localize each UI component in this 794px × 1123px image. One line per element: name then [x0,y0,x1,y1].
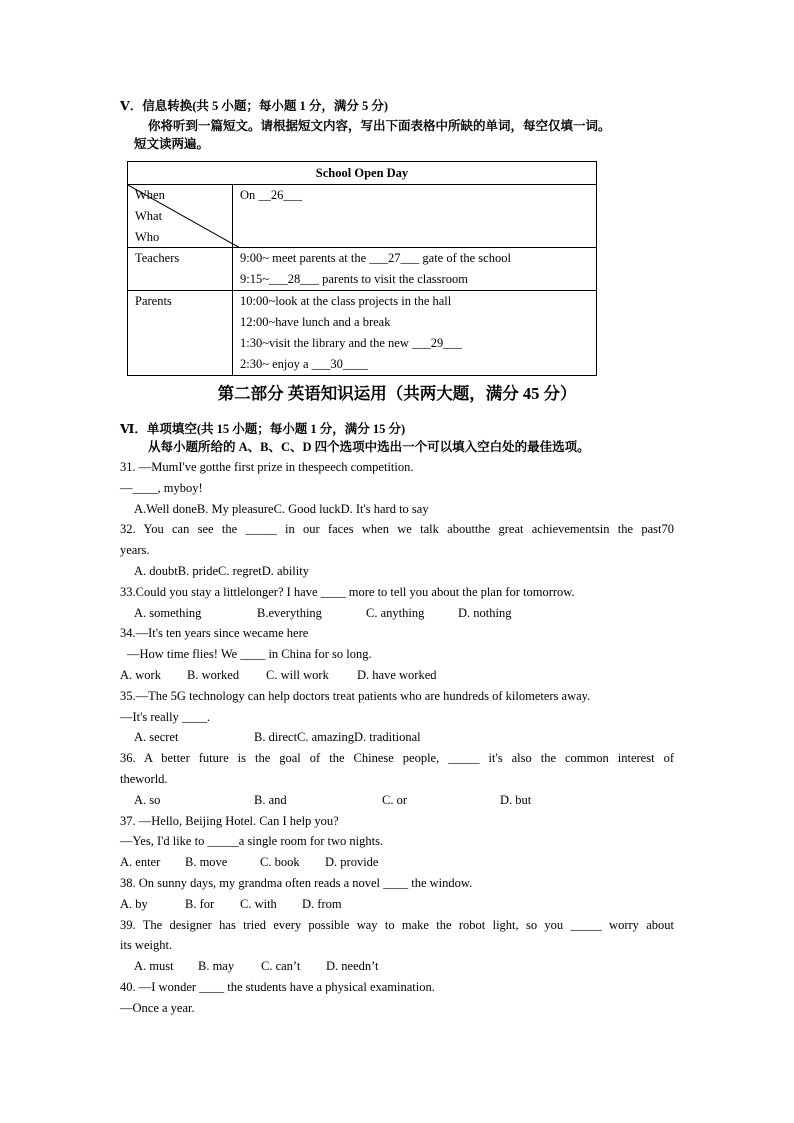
q34-stem: 34.—It's ten years since wecame here [120,626,309,640]
q36-option-a: A. so [134,793,161,807]
q32-stem-cont: years. [120,543,150,557]
section5-heading: Ⅴ．信息转换(共 5 小题；每小题 1 分，满分 5 分) [120,99,389,113]
q38-stem: 38. On sunny days, my grandma often reads a novel ____ the window. [120,876,473,890]
q36-stem-cont: theworld. [120,772,168,786]
table-row: 12:00~have lunch and a break [240,315,391,329]
q33-option-d: D. nothing [458,606,512,620]
table-row: 1:30~visit the library and the new ___29___ [240,336,463,350]
q31-options: A.Well doneB. My pleasureC. Good luckD. It's hard to say [134,502,429,516]
q35-stem: 35.—The 5G technology can help doctors treat patients who are hundreds of kilometers away. [120,689,591,703]
q37-reply: —Yes, I'd like to _____a single room for two nights. [120,834,384,848]
q32-stem: 32. You can see the _____ in our faces when we talk aboutthe great achievementsin the past70 [120,522,674,536]
q34-reply: —How time flies! We ____ in China for so long. [127,647,372,661]
q39-option-c: C. can’t [261,959,301,973]
q33-stem: 33.Could you stay a littlelonger? I have ____ more to tell you about the plan for tomorrow. [120,585,575,599]
part2-title: 第二部分 英语知识运用（共两大题，满分 45 分） [217,384,577,403]
q36-option-d: D. but [500,793,532,807]
q34-option-d: D. have worked [357,668,437,682]
q34-option-a: A. work [120,668,161,682]
q39-option-b: B. may [198,959,235,973]
q34-option-b: B. worked [187,668,240,682]
q37-option-d: D. provide [325,855,379,869]
parents-activities [233,291,597,376]
section5-instruction-cont: 短文读两遍。 [134,137,210,151]
when-cell [233,185,597,248]
q33-option-c: C. anything [366,606,425,620]
q33-option-a: A. something [134,606,202,620]
q36-option-b: B. and [254,793,287,807]
q40-stem: 40. —I wonder ____ the students have a physical examination. [120,980,435,994]
q34-option-c: C. will work [266,668,329,682]
q33-option-b: B.everything [257,606,322,620]
section5-instruction: 你将听到一篇短文。请根据短文内容，写出下面表格中所缺的单词，每空仅填一词。 [148,119,611,133]
diag-label-when: When [135,188,165,202]
q37-stem: 37. —Hello, Beijing Hotel. Can I help you? [120,814,339,828]
section6-heading: Ⅵ．单项填空(共 15 小题；每小题 1 分，满分 15 分) [120,422,406,436]
diag-label-what: What [135,209,163,223]
table-row: 10:00~look at the class projects in the hall [240,294,452,308]
blank-26: On __26___ [240,188,303,202]
q40-reply: —Once a year. [120,1001,195,1015]
diagonal-header-cell [128,185,233,248]
q35-options-bcd: B. directC. amazingD. traditional [254,730,421,744]
table-row: 9:00~ meet parents at the ___27___ gate of the school [240,251,511,265]
teachers-activities [233,248,597,291]
table-title: School Open Day [128,162,597,185]
q37-option-c: C. book [260,855,300,869]
q39-stem: 39. The designer has tried every possible way to make the robot light, so you _____ worry about [120,918,674,932]
table-row: 9:15~___28___ parents to visit the classroom [240,272,468,286]
q36-stem: 36. A better future is the goal of the Chinese people, _____ it's also the common interest of [120,751,674,765]
q31-stem: 31. —MumI've gotthe first prize in thespeech competition. [120,460,414,474]
q38-option-a: A. by [120,897,148,911]
q37-option-a: A. enter [120,855,161,869]
row-label-parents: Parents [128,291,233,376]
diag-label-who: Who [135,230,160,244]
q39-stem-cont: its weight. [120,938,173,952]
school-open-day-table [127,161,597,376]
q36-option-c: C. or [382,793,407,807]
q38-option-d: D. from [302,897,342,911]
q38-option-b: B. for [185,897,215,911]
q39-option-d: D. needn’t [326,959,379,973]
q31-reply: —____, myboy! [120,481,203,495]
q38-option-c: C. with [240,897,277,911]
q39-option-a: A. must [134,959,174,973]
q32-options: A. doubtB. prideC. regretD. ability [134,564,309,578]
q35-reply: —It's really ____. [120,710,211,724]
table-row: 2:30~ enjoy a ___30____ [240,357,368,371]
row-label-teachers: Teachers [128,248,233,291]
section6-instruction: 从每小题所给的 A、B、C、D 四个选项中选出一个可以填入空白处的最佳选项。 [148,440,590,454]
q35-option-a: A. secret [134,730,179,744]
q37-option-b: B. move [185,855,228,869]
